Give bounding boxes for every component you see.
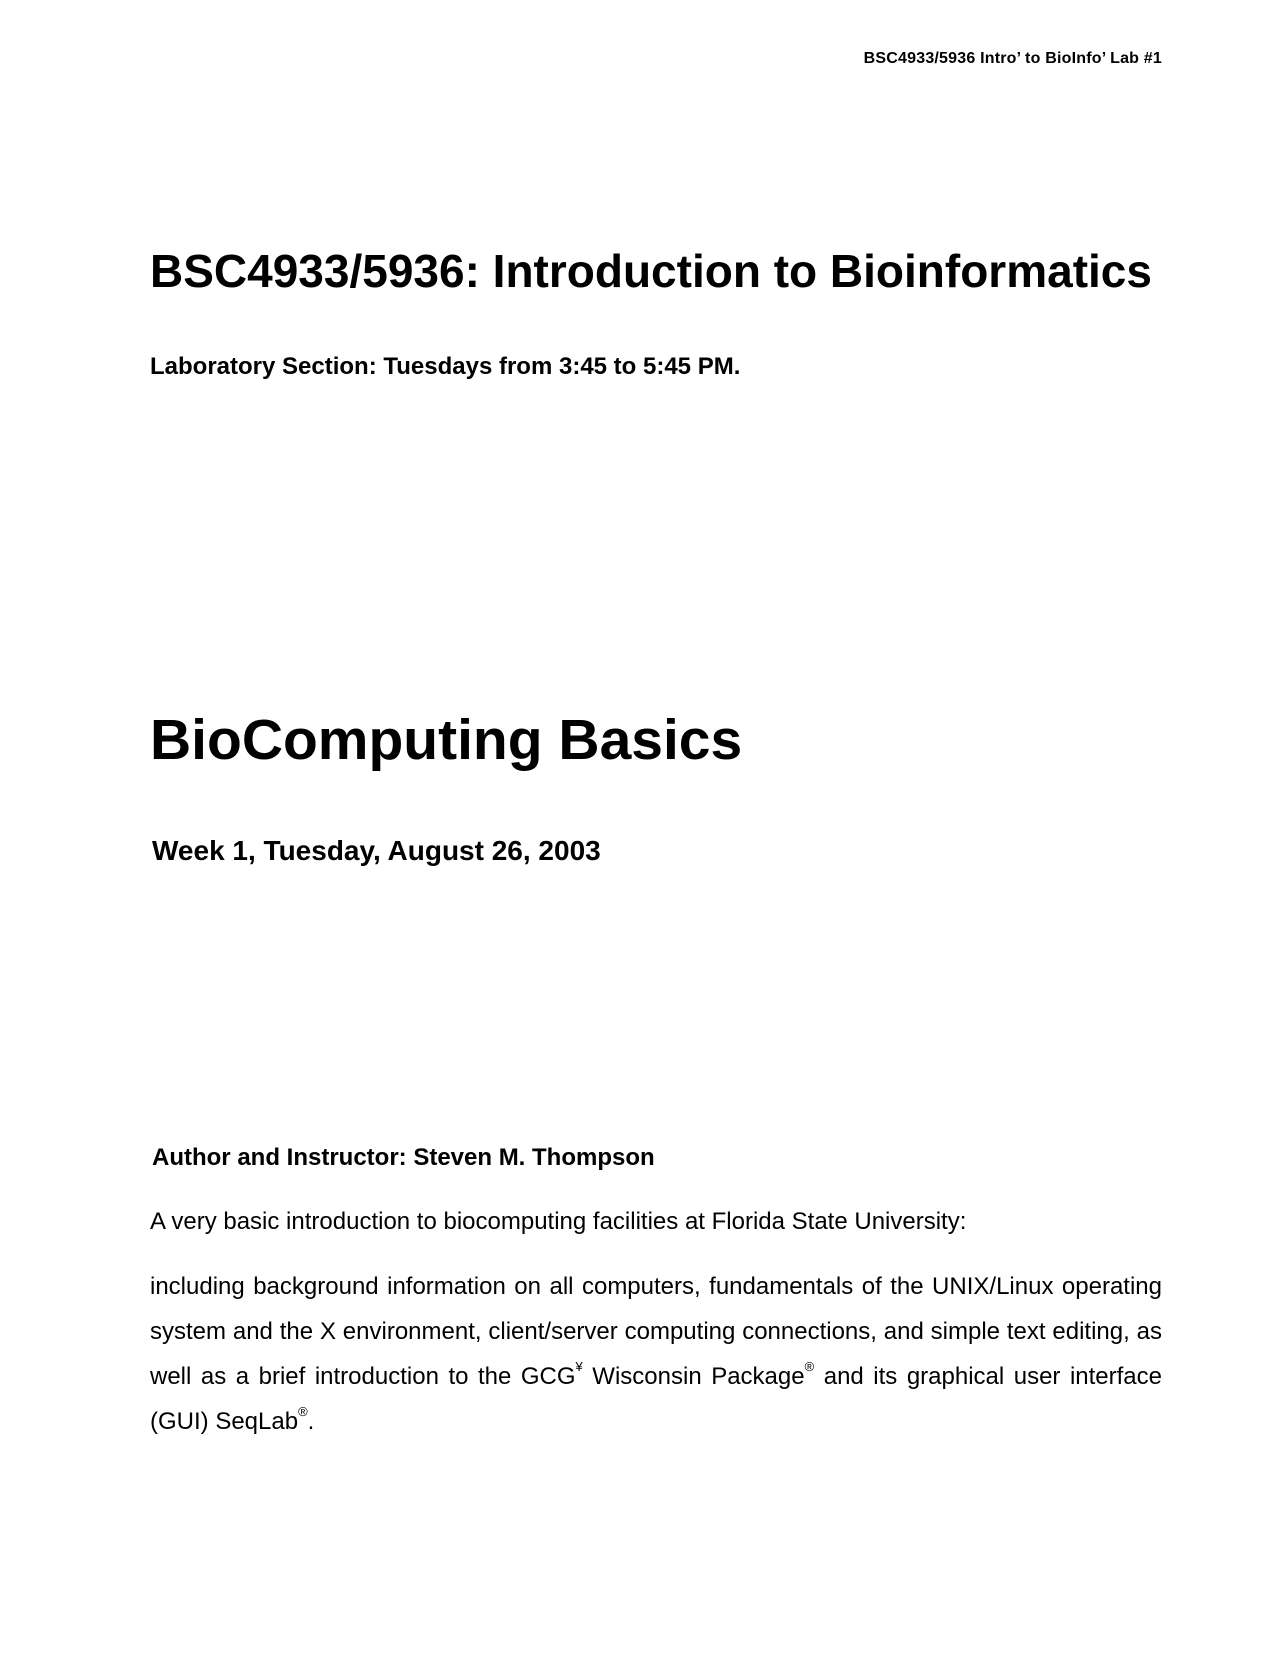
course-title: BSC4933/5936: Introduction to Bioinformatics <box>150 245 1152 297</box>
description-text-2: Wisconsin Package <box>582 1363 805 1390</box>
description-text-1: including background information on all computers, fundamentals of the UNIX/Linux operating system and the X environment, client/server computing connections, and simple text editing, as well as a brief introduction to the GCG <box>150 1273 1162 1390</box>
description-text-4: . <box>307 1408 315 1435</box>
lab-date: Week 1, Tuesday, August 26, 2003 <box>152 835 601 866</box>
lab-title: BioComputing Basics <box>150 708 743 772</box>
gcg-mark: ¥ <box>575 1359 583 1374</box>
description-paragraph <box>150 1264 1162 1444</box>
registered-mark: ® <box>804 1359 815 1374</box>
running-header: BSC4933/5936 Intro’ to BioInfo’ Lab #1 <box>863 50 1162 67</box>
registered-mark: ® <box>298 1404 308 1419</box>
lab-section-line: Laboratory Section: Tuesdays from 3:45 to 5:45 PM. <box>150 353 741 380</box>
author-line: Author and Instructor: Steven M. Thompson <box>152 1144 655 1171</box>
description-text-3: and its graphical user interface (GUI) SeqLab <box>150 1363 1162 1435</box>
intro-paragraph: A very basic introduction to biocomputing facilities at Florida State University: <box>150 1208 967 1235</box>
